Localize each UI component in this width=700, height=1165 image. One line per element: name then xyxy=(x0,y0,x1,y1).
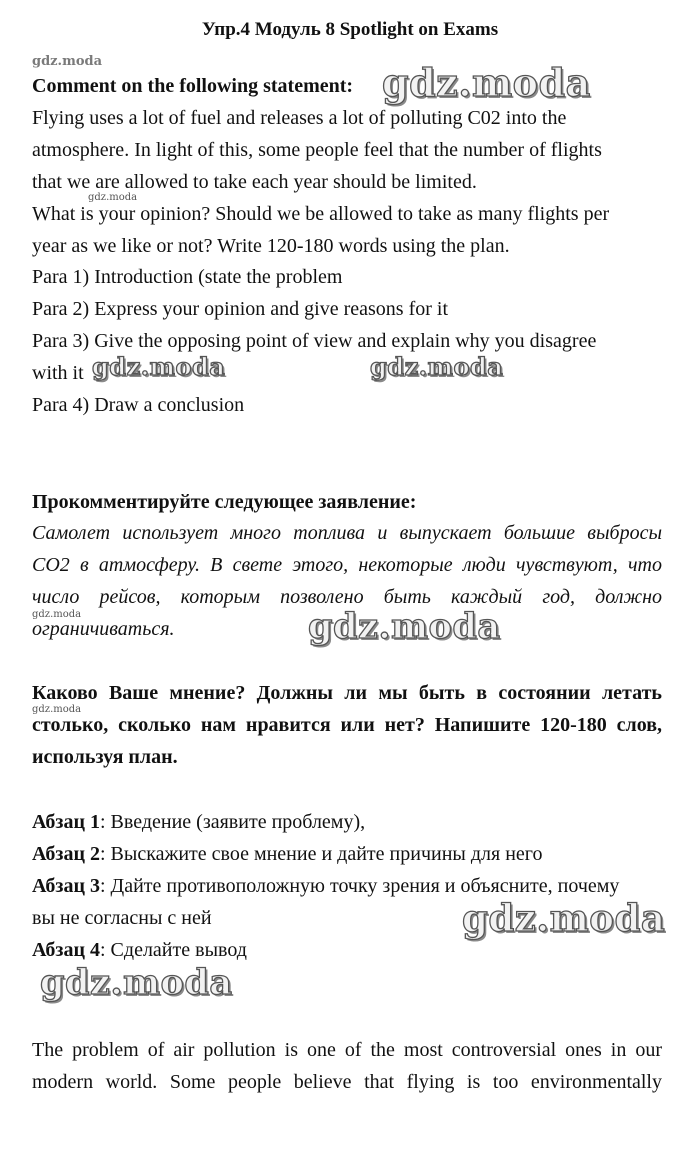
russian-question-line: столько, сколько нам нравится или нет? Напишите 120-180 слов, xyxy=(32,714,662,736)
russian-statement-line: CO2 в атмосферу. В свете этого, некоторые люди чувствуют, что xyxy=(32,554,662,576)
russian-plan-label: Абзац 4 xyxy=(32,939,100,961)
watermark: gdz.moda xyxy=(92,352,226,381)
watermark: gdz.moda xyxy=(382,60,591,105)
russian-plan-label: Абзац 3 xyxy=(32,875,100,897)
english-plan-item: Para 1) Introduction (state the problem xyxy=(32,266,343,288)
russian-plan-text: вы не согласны с ней xyxy=(32,907,212,929)
english-plan-item: Para 4) Draw a conclusion xyxy=(32,394,245,416)
russian-plan-text: : Выскажите свое мнение и дайте причины для него xyxy=(100,843,543,865)
english-plan-item: Para 3) Give the opposing point of view and explain why you disagree xyxy=(32,330,597,352)
russian-plan-text: : Дайте противоположную точку зрения и объясните, почему xyxy=(100,875,620,897)
russian-plan-label: Абзац 1 xyxy=(32,811,100,833)
watermark: gdz.moda xyxy=(40,962,233,1003)
watermark: gdz.moda xyxy=(32,609,82,620)
english-statement-line: atmosphere. In light of this, some people feel that the number of flights xyxy=(32,139,602,161)
english-plan-item: Para 2) Express your opinion and give reasons for it xyxy=(32,298,449,320)
english-question-line: year as we like or not? Write 120-180 words using the plan. xyxy=(32,235,510,257)
english-plan-item: with it xyxy=(32,362,84,384)
russian-statement-line: Самолет использует много топлива и выпускает большие выбросы xyxy=(32,522,662,544)
russian-question-line: используя план. xyxy=(32,746,178,768)
russian-plan-item xyxy=(32,906,212,930)
watermark: gdz.moda xyxy=(308,606,501,647)
russian-statement-line: ограничиваться. xyxy=(32,618,175,640)
watermark: gdz.moda xyxy=(462,896,666,940)
answer-line: modern world. Some people believe that flying is too environmentally xyxy=(32,1071,662,1093)
russian-plan-label: Абзац 2 xyxy=(32,843,100,865)
russian-plan-item xyxy=(32,810,365,834)
russian-heading: Прокомментируйте следующее заявление: xyxy=(32,491,417,513)
russian-plan-item xyxy=(32,874,619,898)
watermark: gdz.moda xyxy=(88,192,138,203)
russian-plan-item xyxy=(32,938,247,962)
watermark: gdz.moda xyxy=(32,54,103,69)
english-question-line: What is your opinion? Should we be allowed to take as many flights per xyxy=(32,203,610,225)
page-title: Упр.4 Модуль 8 Spotlight on Exams xyxy=(201,19,499,40)
english-statement-line: that we are allowed to take each year should be limited. xyxy=(32,171,477,193)
russian-statement-line: число рейсов, которым позволено быть каждый год, должно xyxy=(32,586,662,608)
russian-question-line: Каково Ваше мнение? Должны ли мы быть в состоянии летать xyxy=(32,682,662,704)
russian-plan-item xyxy=(32,842,543,866)
russian-plan-text: : Сделайте вывод xyxy=(100,939,247,961)
answer-line: The problem of air pollution is one of the most controversial ones in our xyxy=(32,1039,662,1061)
russian-plan-text: : Введение (заявите проблему), xyxy=(100,811,366,833)
english-statement-line: Flying uses a lot of fuel and releases a lot of polluting C02 into the xyxy=(32,107,567,129)
watermark: gdz.moda xyxy=(32,704,82,715)
watermark: gdz.moda xyxy=(370,352,504,381)
english-heading: Comment on the following statement: xyxy=(32,75,354,97)
